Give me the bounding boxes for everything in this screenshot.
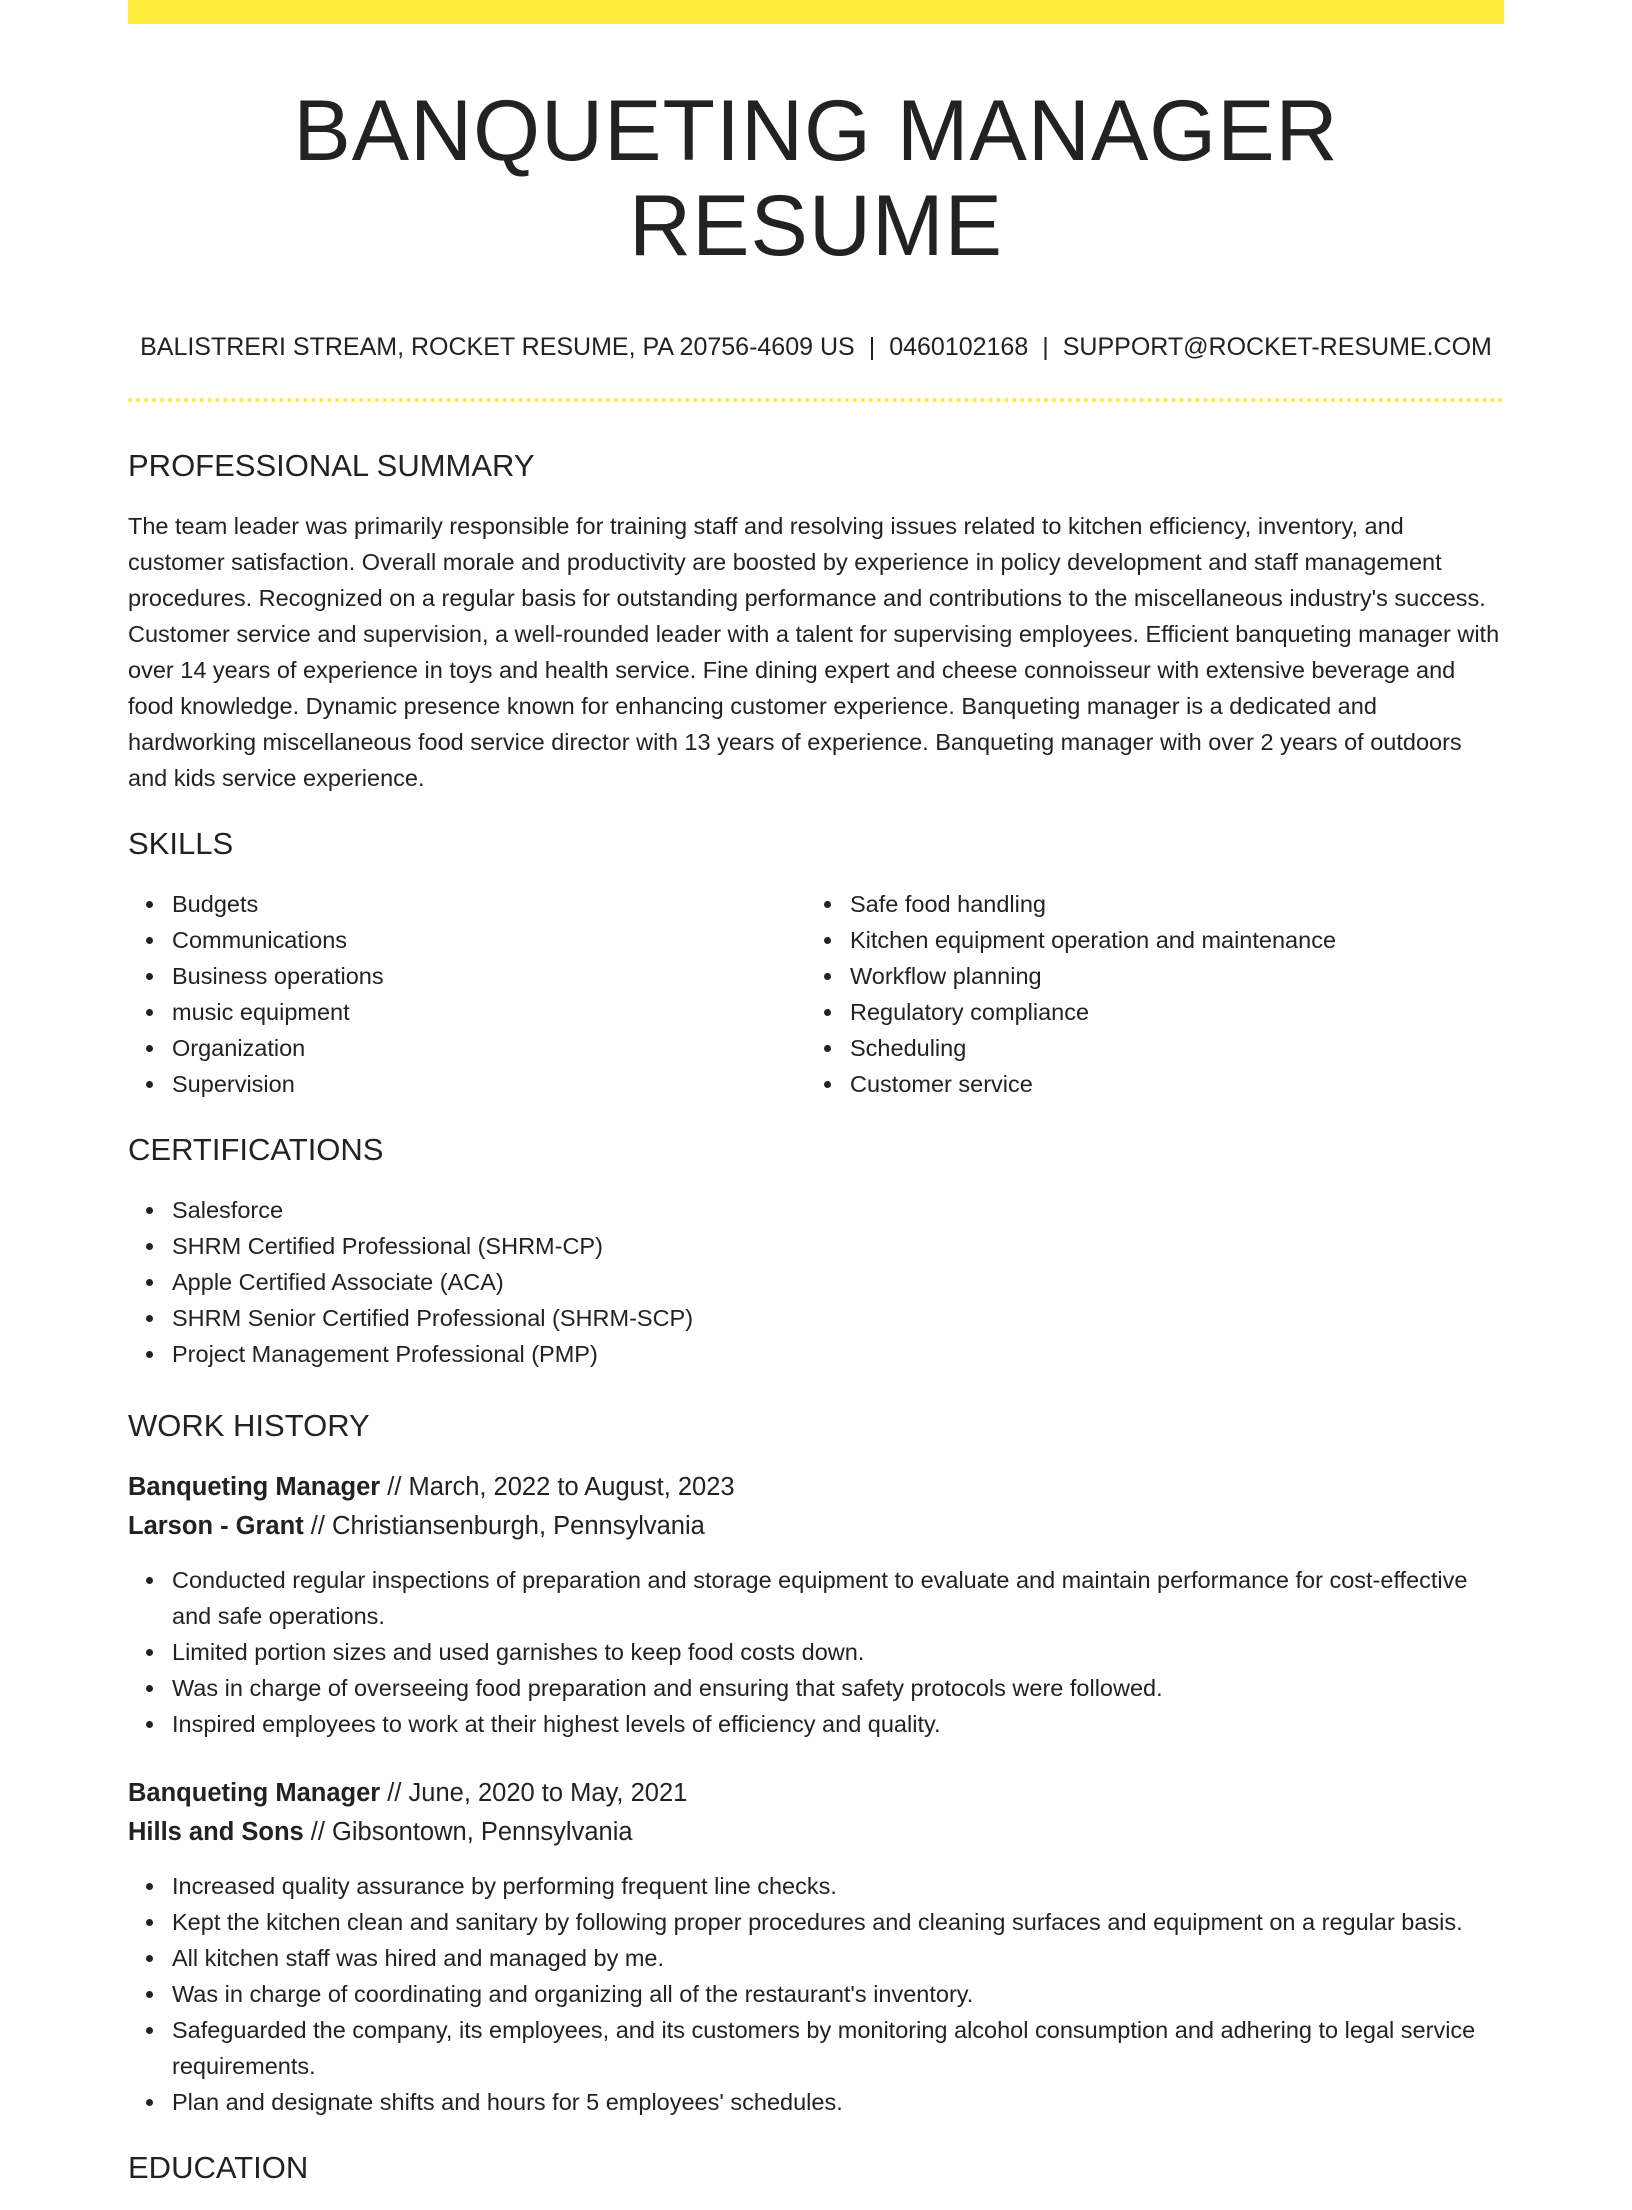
phone: 0460102168 xyxy=(889,333,1029,362)
skill-item: Regulatory compliance xyxy=(806,994,1484,1030)
resume-title: BANQUETING MANAGER RESUME xyxy=(293,83,1339,274)
job-title-line xyxy=(128,1468,1504,1507)
education-heading: EDUCATION xyxy=(128,2150,309,2186)
skill-item: Scheduling xyxy=(806,1030,1484,1066)
email: SUPPORT@ROCKET-RESUME.COM xyxy=(1062,333,1492,362)
address: BALISTRERI STREAM, ROCKET RESUME, PA 20756-4609 US xyxy=(140,333,855,362)
certifications-heading: CERTIFICATIONS xyxy=(128,1132,384,1168)
duty-item: Increased quality assurance by performing frequent line checks. xyxy=(128,1868,1504,1904)
resume-page xyxy=(128,0,1504,2210)
accent-bar xyxy=(128,0,1504,24)
duty-item: Safeguarded the company, its employees, and its customers by monitoring alcohol consumption and adhering to legal service requirements. xyxy=(128,2012,1504,2084)
duty-item: Was in charge of coordinating and organizing all of the restaurant's inventory. xyxy=(128,1976,1504,2012)
separator: | xyxy=(1042,333,1049,362)
job-dates: // March, 2022 to August, 2023 xyxy=(380,1473,735,1502)
skill-item: Workflow planning xyxy=(806,958,1484,994)
duty-item: Kept the kitchen clean and sanitary by following proper procedures and cleaning surfaces and equipment on a regular basis. xyxy=(128,1904,1504,1940)
job-duties xyxy=(128,1562,1504,1742)
job-company-line xyxy=(128,1507,1504,1546)
certification-item: SHRM Certified Professional (SHRM-CP) xyxy=(128,1228,1504,1264)
contact-line xyxy=(128,333,1504,362)
certification-item: Salesforce xyxy=(128,1192,1504,1228)
skill-item: Organization xyxy=(128,1030,806,1066)
skills-left-column xyxy=(128,886,806,1102)
summary-text: The team leader was primarily responsible for training staff and resolving issues related to kitchen efficiency, inventory, and customer satisfaction. Overall morale and productivity are boosted by experience in policy development and staff management procedures. Recognized on a regular basis for outstanding performance and contributions to the miscellaneous industry's success. Customer service and supervision, a well-rounded leader with a talent for supervising employees. Efficient banqueting manager with over 14 years of experience in toys and health service. Fine dining expert and cheese connoisseur with extensive beverage and food knowledge. Dynamic presence known for enhancing customer experience. Banqueting manager is a dedicated and hardworking miscellaneous food service director with 13 years of experience. Banqueting manager with over 2 years of outdoors and kids service experience. xyxy=(128,513,1500,792)
job-role: Banqueting Manager xyxy=(128,1473,381,1502)
job-title-line xyxy=(128,1774,1504,1813)
certification-item: Project Management Professional (PMP) xyxy=(128,1336,1504,1372)
skill-item: Safe food handling xyxy=(806,886,1484,922)
duty-item: All kitchen staff was hired and managed by me. xyxy=(128,1940,1504,1976)
job-entry xyxy=(128,1468,1504,1742)
duty-item: Plan and designate shifts and hours for 5 employees' schedules. xyxy=(128,2084,1504,2120)
duty-item: Limited portion sizes and used garnishes to keep food costs down. xyxy=(128,1634,1504,1670)
job-location: // Gibsontown, Pennsylvania xyxy=(303,1818,633,1847)
certification-item: Apple Certified Associate (ACA) xyxy=(128,1264,1504,1300)
skill-item: Customer service xyxy=(806,1066,1484,1102)
certifications-list xyxy=(128,1192,1504,1372)
dotted-divider xyxy=(128,398,1504,402)
duty-item: Conducted regular inspections of preparation and storage equipment to evaluate and maintain performance for cost-effective and safe operations. xyxy=(128,1562,1504,1634)
job-role: Banqueting Manager xyxy=(128,1779,381,1808)
skills-heading: SKILLS xyxy=(128,826,234,862)
duty-item: Was in charge of overseeing food preparation and ensuring that safety protocols were followed. xyxy=(128,1670,1504,1706)
job-company: Hills and Sons xyxy=(128,1818,304,1847)
duty-item: Inspired employees to work at their highest levels of efficiency and quality. xyxy=(128,1706,1504,1742)
skill-item: Budgets xyxy=(128,886,806,922)
summary-heading: PROFESSIONAL SUMMARY xyxy=(128,448,535,484)
skill-item: Kitchen equipment operation and maintenance xyxy=(806,922,1484,958)
work-history-heading: WORK HISTORY xyxy=(128,1408,370,1444)
skill-item: Communications xyxy=(128,922,806,958)
skills-right-column xyxy=(806,886,1484,1102)
job-company: Larson - Grant xyxy=(128,1512,304,1541)
skill-item: music equipment xyxy=(128,994,806,1030)
job-location: // Christiansenburgh, Pennsylvania xyxy=(303,1512,705,1541)
job-company-line xyxy=(128,1813,1504,1852)
job-duties xyxy=(128,1868,1504,2120)
certification-item: SHRM Senior Certified Professional (SHRM-SCP) xyxy=(128,1300,1504,1336)
skill-item: Supervision xyxy=(128,1066,806,1102)
separator: | xyxy=(868,333,876,362)
job-entry xyxy=(128,1774,1504,2120)
skill-item: Business operations xyxy=(128,958,806,994)
job-dates: // June, 2020 to May, 2021 xyxy=(380,1779,688,1808)
skills-list xyxy=(128,886,1504,1102)
